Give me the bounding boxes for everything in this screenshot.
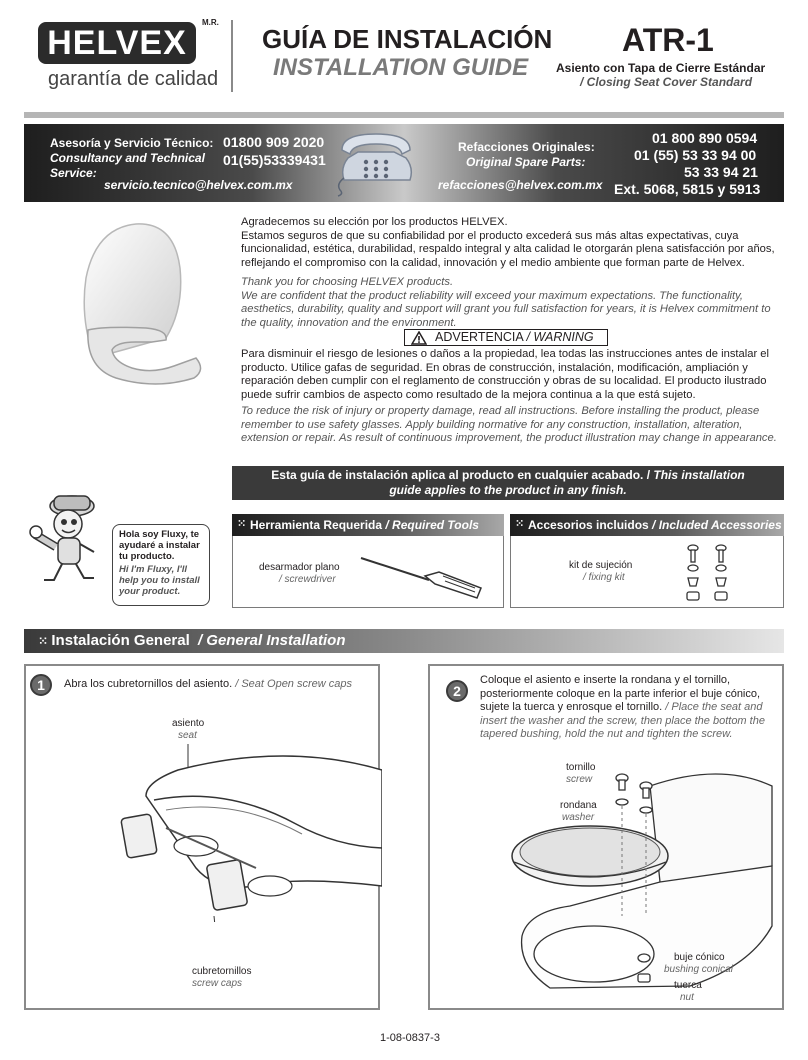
- header-divider: [231, 20, 233, 92]
- guide-note-english-2: guide applies to the product in any finish.: [389, 483, 627, 497]
- step-1-text-english: / Seat Open screw caps: [235, 678, 352, 690]
- warning-box: [404, 329, 608, 346]
- step-2-text: Coloque el asiento e inserte la rondana y el tornillo, posteriormente coloque en la parte inferior el buje cónico, sujete la tuerca y enrosque el tornillo.: [480, 674, 761, 713]
- intro-body: Estamos seguros de que su confiabilidad por el producto excederá sus más altas expectativas, cuya funcionalidad, estética, durabilidad, respaldo integral y alta calidad le otorgarán plena satisfacción por años, reflejando el compromiso con la calidad, innovación y el medio ambiente que forman parte de Helvex.: [241, 229, 775, 269]
- nut-label-english: nut: [680, 992, 694, 1003]
- document-code: 1-08-0837-3: [380, 1032, 440, 1044]
- mascot-text: Hola soy Fluxy, te ayudaré a instalar tu producto.: [119, 529, 200, 562]
- trademark-mark: M.R.: [202, 18, 219, 27]
- header-rule: [24, 112, 784, 118]
- tools-title: Herramienta Requerida: [250, 518, 383, 532]
- step-2-panel: [428, 664, 784, 1010]
- parts-phone-3: 53 33 94 21: [684, 164, 758, 180]
- warning-title: ADVERTENCIA: [435, 330, 523, 344]
- screwdriver-icon: [359, 554, 487, 600]
- tools-header: [232, 514, 504, 536]
- bushing-label: buje cónico: [674, 952, 725, 963]
- warning-text-english: To reduce the risk of injury or property damage, read all instructions. Before installing the product, please remember to use safety glasses. Apply building normative for any construction, installation, alteration, extension or repair. As result of continuous improvement, the product illustration may change in appearance.: [241, 405, 777, 444]
- model-description-english: / Closing Seat Cover Standard: [580, 75, 753, 89]
- seat-mounting-illustration: [510, 766, 780, 994]
- mascot-fluxy-illustration: [28, 486, 112, 586]
- brand-logo: HELVEX: [38, 22, 196, 64]
- service-phone-1: 01800 909 2020: [223, 134, 325, 150]
- service-label: Asesoría y Servicio Técnico:: [50, 136, 214, 150]
- step-1-panel: [24, 664, 380, 1010]
- service-phone-2: 01(55)53339431: [223, 152, 326, 168]
- guide-note-bar: [232, 466, 784, 500]
- screw-label-english: screw: [566, 774, 593, 785]
- dots-icon: ⁙: [237, 518, 247, 530]
- seat-label-english: seat: [178, 730, 197, 741]
- intro-text-english: [241, 276, 781, 330]
- accessories-header: [510, 514, 784, 536]
- dots-icon: ⁙: [515, 518, 525, 530]
- screw-label: tornillo: [566, 762, 596, 773]
- screw-caps-label-english: screw caps: [192, 978, 243, 989]
- service-label-english: Consultancy and Technical: [50, 151, 205, 165]
- intro-text: [241, 216, 781, 270]
- accessory-name: kit de sujeción: [569, 560, 633, 571]
- service-email: servicio.tecnico@helvex.com.mx: [104, 178, 293, 192]
- model-description: Asiento con Tapa de Cierre Estándar: [556, 61, 766, 75]
- intro-thanks: Agradecemos su elección por los productos HELVEX.: [241, 216, 508, 228]
- guide-note-english: This installation: [653, 468, 745, 482]
- nut-label: tuerca: [674, 980, 702, 991]
- general-installation-title-english: / General Installation: [197, 632, 346, 649]
- warning-text: Para disminuir el riesgo de lesiones o daños a la propiedad, lea todas las instrucciones antes de instalar el producto. Utilice gafas de seguridad. En obras de construcción, instalación, modificación, ampliación y reparación deben cumplir con el reglamento de construcción y obras de su localidad. El producto ilustrado puede sufrir cambios de aspecto como resultado de la mejora continua a la que está sujeto.: [241, 348, 769, 401]
- bushing-label-english: bushing conical: [664, 964, 733, 975]
- accessories-title-english: / Included Accessories: [652, 518, 782, 532]
- warning-title-english: / WARNING: [526, 330, 594, 344]
- telephone-icon: [334, 128, 418, 198]
- service-label-english-2: Service:: [50, 166, 97, 180]
- tool-name-english: / screwdriver: [279, 574, 336, 585]
- parts-extension: Ext. 5068, 5815 y 5913: [614, 181, 761, 197]
- general-installation-header: [24, 629, 784, 653]
- seat-label: asiento: [172, 718, 205, 729]
- guide-note: Esta guía de instalación aplica al producto en cualquier acabado. /: [271, 468, 651, 482]
- intro-thanks-english: Thank you for choosing HELVEX products.: [241, 276, 454, 288]
- parts-label: Refacciones Originales:: [458, 140, 595, 154]
- tools-panel: [232, 536, 504, 608]
- parts-label-english: Original Spare Parts:: [466, 155, 586, 169]
- screw-caps-label: cubretornillos: [192, 966, 252, 977]
- parts-email: refacciones@helvex.com.mx: [438, 178, 603, 192]
- step-2-instruction: [480, 674, 780, 742]
- tool-name: desarmador plano: [259, 562, 340, 573]
- product-toilet-seat-image: [56, 218, 206, 390]
- mascot-speech-bubble: [112, 524, 210, 606]
- accessories-panel: [510, 536, 784, 608]
- parts-phone-2: 01 (55) 53 33 94 00: [634, 147, 757, 163]
- step-1-number: 1: [30, 674, 52, 696]
- accessory-name-english: / fixing kit: [583, 572, 625, 583]
- step-1-instruction: [64, 678, 352, 690]
- dots-icon: ⁙: [38, 634, 52, 648]
- tools-title-english: / Required Tools: [385, 518, 479, 532]
- seat-hinge-illustration: [106, 736, 382, 922]
- step-2-text-english: / Place the seat and insert the washer and the screw, then place the bottom the tapered bushing, hold the nut and tighten the screw.: [480, 701, 765, 740]
- general-installation-title: Instalación General: [51, 632, 190, 649]
- fixing-kit-icon: [679, 542, 739, 606]
- brand-tagline: garantía de calidad: [48, 68, 219, 90]
- mascot-text-english: Hi I'm Fluxy, I'll help you to install your product.: [119, 564, 200, 597]
- parts-phone-1: 01 800 890 0594: [652, 130, 758, 146]
- step-2-number: 2: [446, 680, 468, 702]
- page-title: GUÍA DE INSTALACIÓN: [262, 24, 553, 54]
- washer-label-english: washer: [562, 812, 595, 823]
- accessories-title: Accesorios incluidos: [528, 518, 649, 532]
- model-number: ATR-1: [622, 22, 714, 58]
- page-title-english: INSTALLATION GUIDE: [273, 54, 529, 81]
- intro-body-english: We are confident that the product reliability will exceed your maximum expectations. The functionality, aesthetics, durability, quality and support will grant you full satisfaction for years, it is Helvex commitment to the quality, innovation and the environment.: [241, 289, 771, 329]
- step-1-text: Abra los cubretornillos del asiento.: [64, 678, 233, 690]
- washer-label: rondana: [560, 800, 597, 811]
- warning-icon: [411, 331, 427, 345]
